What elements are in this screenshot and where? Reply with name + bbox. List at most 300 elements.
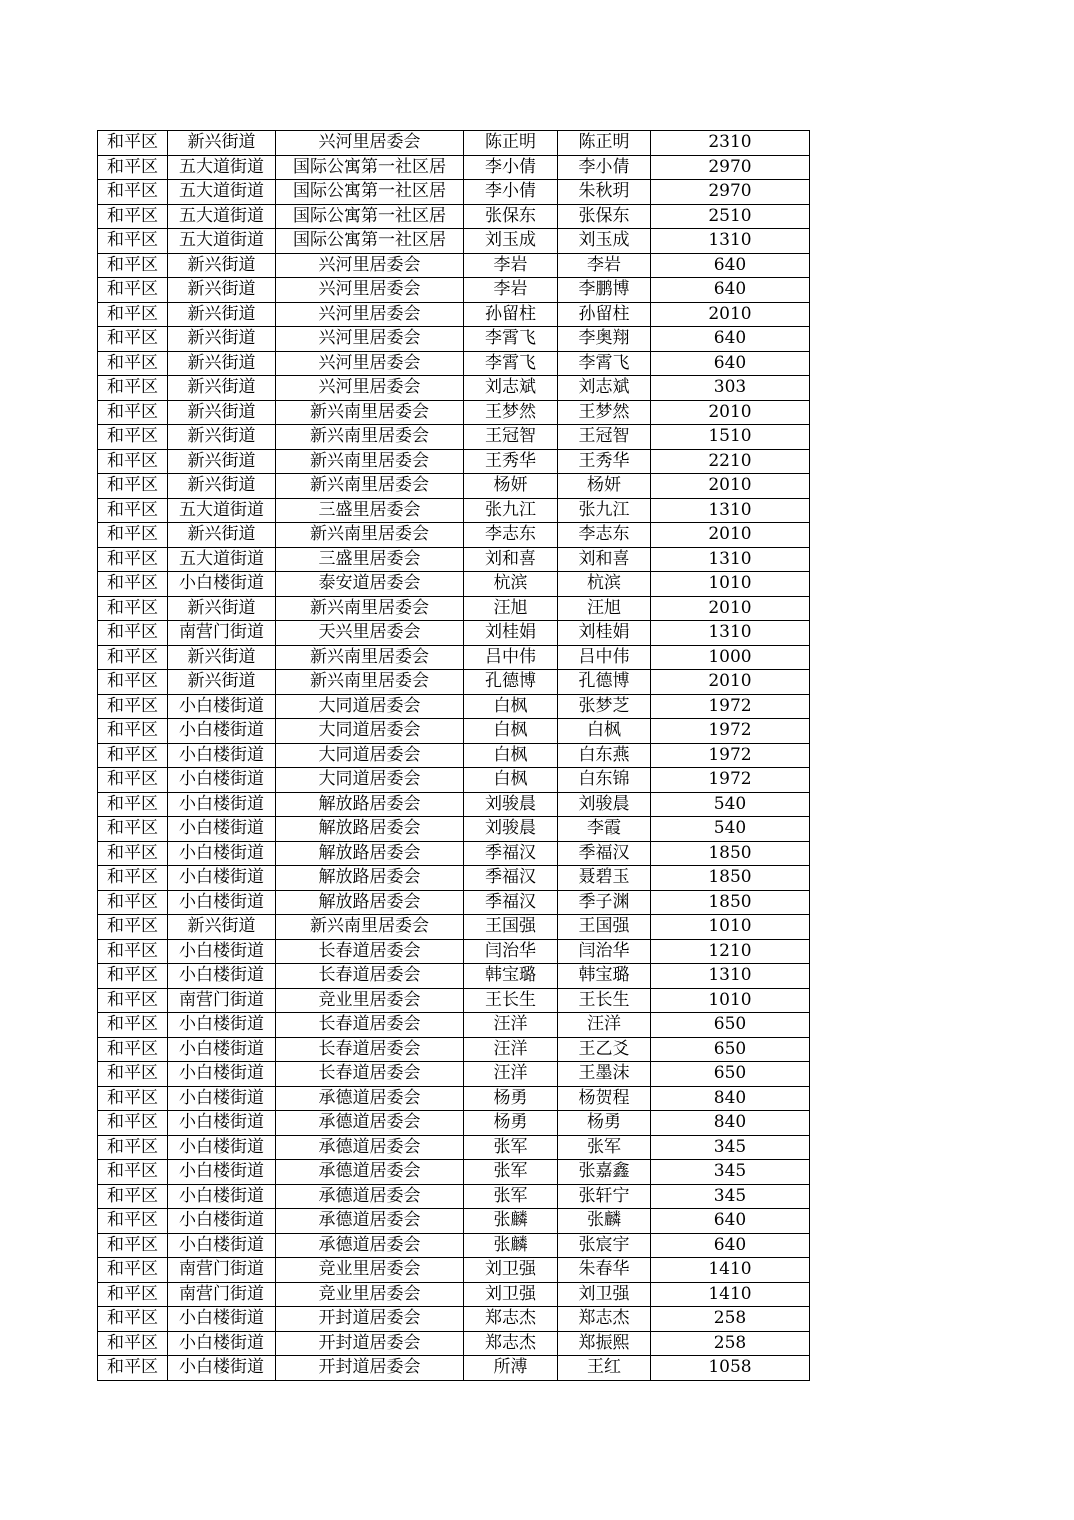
head-name-cell: 刘骏晨	[464, 817, 558, 842]
data-table	[97, 130, 810, 1381]
street-cell: 新兴街道	[168, 523, 276, 548]
street-cell: 小白楼街道	[168, 817, 276, 842]
amount-cell: 1000	[651, 645, 810, 670]
member-name-cell: 韩宝璐	[558, 964, 651, 989]
amount-cell: 2010	[651, 474, 810, 499]
amount-cell: 1850	[651, 866, 810, 891]
street-cell: 小白楼街道	[168, 1209, 276, 1234]
member-name-cell: 白东燕	[558, 743, 651, 768]
amount-cell: 2970	[651, 155, 810, 180]
table-row	[98, 841, 810, 866]
street-cell: 小白楼街道	[168, 1135, 276, 1160]
amount-cell: 640	[651, 351, 810, 376]
district-cell: 和平区	[98, 131, 168, 156]
street-cell: 小白楼街道	[168, 1111, 276, 1136]
committee-cell: 兴河里居委会	[276, 327, 464, 352]
table-row	[98, 792, 810, 817]
amount-cell: 2010	[651, 302, 810, 327]
district-cell: 和平区	[98, 743, 168, 768]
amount-cell: 2010	[651, 400, 810, 425]
amount-cell: 650	[651, 1037, 810, 1062]
committee-cell: 解放路居委会	[276, 841, 464, 866]
street-cell: 新兴街道	[168, 253, 276, 278]
committee-cell: 承德道居委会	[276, 1086, 464, 1111]
head-name-cell: 张保东	[464, 204, 558, 229]
table-row	[98, 1184, 810, 1209]
committee-cell: 解放路居委会	[276, 792, 464, 817]
table-row	[98, 1086, 810, 1111]
committee-cell: 开封道居委会	[276, 1331, 464, 1356]
table-row	[98, 743, 810, 768]
committee-cell: 兴河里居委会	[276, 376, 464, 401]
street-cell: 小白楼街道	[168, 939, 276, 964]
amount-cell: 840	[651, 1086, 810, 1111]
head-name-cell: 王冠智	[464, 425, 558, 450]
district-cell: 和平区	[98, 523, 168, 548]
district-cell: 和平区	[98, 1086, 168, 1111]
member-name-cell: 张军	[558, 1135, 651, 1160]
member-name-cell: 王秀华	[558, 449, 651, 474]
table-row	[98, 890, 810, 915]
committee-cell: 国际公寓第一社区居	[276, 204, 464, 229]
table-row	[98, 719, 810, 744]
street-cell: 五大道街道	[168, 229, 276, 254]
amount-cell: 540	[651, 817, 810, 842]
district-cell: 和平区	[98, 1233, 168, 1258]
street-cell: 小白楼街道	[168, 1037, 276, 1062]
head-name-cell: 李霄飞	[464, 351, 558, 376]
head-name-cell: 王梦然	[464, 400, 558, 425]
district-cell: 和平区	[98, 719, 168, 744]
head-name-cell: 汪旭	[464, 596, 558, 621]
head-name-cell: 刘卫强	[464, 1258, 558, 1283]
committee-cell: 新兴南里居委会	[276, 915, 464, 940]
table-row	[98, 939, 810, 964]
amount-cell: 258	[651, 1331, 810, 1356]
street-cell: 五大道街道	[168, 204, 276, 229]
table-row	[98, 376, 810, 401]
member-name-cell: 张保东	[558, 204, 651, 229]
amount-cell: 640	[651, 1233, 810, 1258]
table-row	[98, 400, 810, 425]
amount-cell: 640	[651, 253, 810, 278]
street-cell: 小白楼街道	[168, 964, 276, 989]
member-name-cell: 李鹏博	[558, 278, 651, 303]
head-name-cell: 韩宝璐	[464, 964, 558, 989]
committee-cell: 泰安道居委会	[276, 572, 464, 597]
member-name-cell: 王国强	[558, 915, 651, 940]
member-name-cell: 张嘉鑫	[558, 1160, 651, 1185]
head-name-cell: 杭滨	[464, 572, 558, 597]
table-row	[98, 327, 810, 352]
table-row	[98, 1160, 810, 1185]
table-row	[98, 155, 810, 180]
street-cell: 新兴街道	[168, 449, 276, 474]
committee-cell: 竞业里居委会	[276, 988, 464, 1013]
committee-cell: 国际公寓第一社区居	[276, 155, 464, 180]
member-name-cell: 刘志斌	[558, 376, 651, 401]
district-cell: 和平区	[98, 376, 168, 401]
amount-cell: 2010	[651, 596, 810, 621]
head-name-cell: 季福汉	[464, 890, 558, 915]
street-cell: 五大道街道	[168, 547, 276, 572]
member-name-cell: 张轩宁	[558, 1184, 651, 1209]
head-name-cell: 刘骏晨	[464, 792, 558, 817]
committee-cell: 长春道居委会	[276, 939, 464, 964]
amount-cell: 1972	[651, 743, 810, 768]
head-name-cell: 郑志杰	[464, 1307, 558, 1332]
street-cell: 新兴街道	[168, 376, 276, 401]
committee-cell: 新兴南里居委会	[276, 670, 464, 695]
committee-cell: 新兴南里居委会	[276, 645, 464, 670]
table-row	[98, 204, 810, 229]
table-row	[98, 1209, 810, 1234]
head-name-cell: 汪洋	[464, 1037, 558, 1062]
committee-cell: 长春道居委会	[276, 1013, 464, 1038]
member-name-cell: 王乙爻	[558, 1037, 651, 1062]
table-row	[98, 351, 810, 376]
table-row	[98, 1037, 810, 1062]
district-cell: 和平区	[98, 253, 168, 278]
street-cell: 南营门街道	[168, 988, 276, 1013]
amount-cell: 1010	[651, 988, 810, 1013]
table-row	[98, 572, 810, 597]
district-cell: 和平区	[98, 1184, 168, 1209]
head-name-cell: 白枫	[464, 694, 558, 719]
member-name-cell: 杨勇	[558, 1111, 651, 1136]
committee-cell: 三盛里居委会	[276, 498, 464, 523]
table-row	[98, 964, 810, 989]
committee-cell: 新兴南里居委会	[276, 596, 464, 621]
member-name-cell: 张九江	[558, 498, 651, 523]
member-name-cell: 吕中伟	[558, 645, 651, 670]
amount-cell: 2010	[651, 523, 810, 548]
table-row	[98, 498, 810, 523]
street-cell: 新兴街道	[168, 596, 276, 621]
district-cell: 和平区	[98, 400, 168, 425]
district-cell: 和平区	[98, 1013, 168, 1038]
street-cell: 新兴街道	[168, 645, 276, 670]
table-row	[98, 131, 810, 156]
member-name-cell: 刘和喜	[558, 547, 651, 572]
committee-cell: 兴河里居委会	[276, 253, 464, 278]
table-row	[98, 1282, 810, 1307]
member-name-cell: 郑振熙	[558, 1331, 651, 1356]
member-name-cell: 朱春华	[558, 1258, 651, 1283]
committee-cell: 兴河里居委会	[276, 131, 464, 156]
district-cell: 和平区	[98, 915, 168, 940]
amount-cell: 345	[651, 1184, 810, 1209]
committee-cell: 新兴南里居委会	[276, 425, 464, 450]
street-cell: 新兴街道	[168, 302, 276, 327]
street-cell: 南营门街道	[168, 1258, 276, 1283]
head-name-cell: 刘桂娟	[464, 621, 558, 646]
table-row	[98, 670, 810, 695]
amount-cell: 1410	[651, 1282, 810, 1307]
table-row	[98, 1111, 810, 1136]
head-name-cell: 刘和喜	[464, 547, 558, 572]
head-name-cell: 张军	[464, 1160, 558, 1185]
amount-cell: 2210	[651, 449, 810, 474]
committee-cell: 长春道居委会	[276, 1037, 464, 1062]
table-row	[98, 1356, 810, 1381]
street-cell: 小白楼街道	[168, 1307, 276, 1332]
district-cell: 和平区	[98, 155, 168, 180]
district-cell: 和平区	[98, 572, 168, 597]
district-cell: 和平区	[98, 474, 168, 499]
table-row	[98, 645, 810, 670]
member-name-cell: 刘骏晨	[558, 792, 651, 817]
street-cell: 小白楼街道	[168, 1160, 276, 1185]
head-name-cell: 张军	[464, 1184, 558, 1209]
member-name-cell: 李小倩	[558, 155, 651, 180]
committee-cell: 兴河里居委会	[276, 278, 464, 303]
street-cell: 小白楼街道	[168, 1086, 276, 1111]
member-name-cell: 杨贺程	[558, 1086, 651, 1111]
amount-cell: 1210	[651, 939, 810, 964]
district-cell: 和平区	[98, 670, 168, 695]
amount-cell: 1850	[651, 841, 810, 866]
member-name-cell: 闫治华	[558, 939, 651, 964]
amount-cell: 1850	[651, 890, 810, 915]
head-name-cell: 刘玉成	[464, 229, 558, 254]
table-row	[98, 278, 810, 303]
amount-cell: 2310	[651, 131, 810, 156]
street-cell: 新兴街道	[168, 474, 276, 499]
street-cell: 小白楼街道	[168, 866, 276, 891]
committee-cell: 国际公寓第一社区居	[276, 180, 464, 205]
committee-cell: 长春道居委会	[276, 964, 464, 989]
table-row	[98, 425, 810, 450]
head-name-cell: 李岩	[464, 253, 558, 278]
amount-cell: 1410	[651, 1258, 810, 1283]
member-name-cell: 李霞	[558, 817, 651, 842]
district-cell: 和平区	[98, 890, 168, 915]
head-name-cell: 李岩	[464, 278, 558, 303]
street-cell: 小白楼街道	[168, 694, 276, 719]
head-name-cell: 刘卫强	[464, 1282, 558, 1307]
member-name-cell: 李奥翔	[558, 327, 651, 352]
district-cell: 和平区	[98, 1111, 168, 1136]
committee-cell: 兴河里居委会	[276, 351, 464, 376]
member-name-cell: 杨妍	[558, 474, 651, 499]
district-cell: 和平区	[98, 1331, 168, 1356]
head-name-cell: 汪洋	[464, 1013, 558, 1038]
street-cell: 小白楼街道	[168, 1184, 276, 1209]
district-cell: 和平区	[98, 1356, 168, 1381]
amount-cell: 1058	[651, 1356, 810, 1381]
amount-cell: 1310	[651, 621, 810, 646]
street-cell: 小白楼街道	[168, 890, 276, 915]
head-name-cell: 季福汉	[464, 841, 558, 866]
head-name-cell: 季福汉	[464, 866, 558, 891]
amount-cell: 1010	[651, 572, 810, 597]
member-name-cell: 郑志杰	[558, 1307, 651, 1332]
member-name-cell: 王长生	[558, 988, 651, 1013]
district-cell: 和平区	[98, 351, 168, 376]
committee-cell: 开封道居委会	[276, 1356, 464, 1381]
head-name-cell: 李霄飞	[464, 327, 558, 352]
table-row	[98, 1062, 810, 1087]
street-cell: 小白楼街道	[168, 572, 276, 597]
head-name-cell: 王秀华	[464, 449, 558, 474]
member-name-cell: 刘桂娟	[558, 621, 651, 646]
head-name-cell: 李小倩	[464, 155, 558, 180]
committee-cell: 承德道居委会	[276, 1111, 464, 1136]
district-cell: 和平区	[98, 596, 168, 621]
member-name-cell: 张麟	[558, 1209, 651, 1234]
district-cell: 和平区	[98, 792, 168, 817]
amount-cell: 258	[651, 1307, 810, 1332]
district-cell: 和平区	[98, 645, 168, 670]
table-row	[98, 1013, 810, 1038]
table-row	[98, 988, 810, 1013]
head-name-cell: 汪洋	[464, 1062, 558, 1087]
amount-cell: 1972	[651, 719, 810, 744]
street-cell: 小白楼街道	[168, 1331, 276, 1356]
head-name-cell: 张麟	[464, 1233, 558, 1258]
head-name-cell: 李志东	[464, 523, 558, 548]
head-name-cell: 吕中伟	[464, 645, 558, 670]
table-row	[98, 1258, 810, 1283]
member-name-cell: 张梦芝	[558, 694, 651, 719]
district-cell: 和平区	[98, 180, 168, 205]
member-name-cell: 朱秋玥	[558, 180, 651, 205]
committee-cell: 解放路居委会	[276, 866, 464, 891]
district-cell: 和平区	[98, 1062, 168, 1087]
committee-cell: 大同道居委会	[276, 694, 464, 719]
table-row	[98, 1233, 810, 1258]
committee-cell: 开封道居委会	[276, 1307, 464, 1332]
amount-cell: 540	[651, 792, 810, 817]
amount-cell: 640	[651, 327, 810, 352]
street-cell: 五大道街道	[168, 155, 276, 180]
street-cell: 新兴街道	[168, 278, 276, 303]
street-cell: 新兴街道	[168, 915, 276, 940]
amount-cell: 345	[651, 1160, 810, 1185]
district-cell: 和平区	[98, 1160, 168, 1185]
amount-cell: 1510	[651, 425, 810, 450]
head-name-cell: 白枫	[464, 719, 558, 744]
table-row	[98, 621, 810, 646]
member-name-cell: 聂碧玉	[558, 866, 651, 891]
district-cell: 和平区	[98, 1258, 168, 1283]
district-cell: 和平区	[98, 327, 168, 352]
district-cell: 和平区	[98, 1135, 168, 1160]
head-name-cell: 孙留柱	[464, 302, 558, 327]
head-name-cell: 闫治华	[464, 939, 558, 964]
amount-cell: 2010	[651, 670, 810, 695]
table-row	[98, 1135, 810, 1160]
amount-cell: 1310	[651, 547, 810, 572]
head-name-cell: 郑志杰	[464, 1331, 558, 1356]
head-name-cell: 李小倩	[464, 180, 558, 205]
table-row	[98, 229, 810, 254]
head-name-cell: 张九江	[464, 498, 558, 523]
table-row	[98, 1307, 810, 1332]
head-name-cell: 杨勇	[464, 1086, 558, 1111]
table-row	[98, 474, 810, 499]
street-cell: 南营门街道	[168, 1282, 276, 1307]
amount-cell: 1972	[651, 768, 810, 793]
head-name-cell: 陈正明	[464, 131, 558, 156]
street-cell: 小白楼街道	[168, 1062, 276, 1087]
table-row	[98, 694, 810, 719]
member-name-cell: 王墨沫	[558, 1062, 651, 1087]
head-name-cell: 白枫	[464, 768, 558, 793]
table-row	[98, 817, 810, 842]
table-row	[98, 302, 810, 327]
district-cell: 和平区	[98, 1209, 168, 1234]
table-row	[98, 180, 810, 205]
amount-cell: 650	[651, 1062, 810, 1087]
committee-cell: 承德道居委会	[276, 1233, 464, 1258]
street-cell: 小白楼街道	[168, 841, 276, 866]
street-cell: 小白楼街道	[168, 1233, 276, 1258]
street-cell: 小白楼街道	[168, 1356, 276, 1381]
table-row	[98, 449, 810, 474]
committee-cell: 大同道居委会	[276, 719, 464, 744]
committee-cell: 长春道居委会	[276, 1062, 464, 1087]
district-cell: 和平区	[98, 694, 168, 719]
member-name-cell: 汪旭	[558, 596, 651, 621]
amount-cell: 640	[651, 278, 810, 303]
street-cell: 新兴街道	[168, 425, 276, 450]
member-name-cell: 季福汉	[558, 841, 651, 866]
street-cell: 新兴街道	[168, 131, 276, 156]
district-cell: 和平区	[98, 621, 168, 646]
amount-cell: 345	[651, 1135, 810, 1160]
table-row	[98, 523, 810, 548]
head-name-cell: 张军	[464, 1135, 558, 1160]
committee-cell: 新兴南里居委会	[276, 523, 464, 548]
street-cell: 小白楼街道	[168, 719, 276, 744]
amount-cell: 1310	[651, 498, 810, 523]
committee-cell: 新兴南里居委会	[276, 449, 464, 474]
district-cell: 和平区	[98, 964, 168, 989]
head-name-cell: 杨勇	[464, 1111, 558, 1136]
member-name-cell: 张宸宇	[558, 1233, 651, 1258]
district-cell: 和平区	[98, 817, 168, 842]
district-cell: 和平区	[98, 449, 168, 474]
committee-cell: 大同道居委会	[276, 768, 464, 793]
district-cell: 和平区	[98, 229, 168, 254]
committee-cell: 竞业里居委会	[276, 1258, 464, 1283]
district-cell: 和平区	[98, 498, 168, 523]
amount-cell: 1310	[651, 964, 810, 989]
member-name-cell: 孙留柱	[558, 302, 651, 327]
member-name-cell: 李志东	[558, 523, 651, 548]
member-name-cell: 白东锦	[558, 768, 651, 793]
street-cell: 南营门街道	[168, 621, 276, 646]
district-cell: 和平区	[98, 1307, 168, 1332]
district-cell: 和平区	[98, 302, 168, 327]
committee-cell: 国际公寓第一社区居	[276, 229, 464, 254]
member-name-cell: 李霄飞	[558, 351, 651, 376]
district-cell: 和平区	[98, 547, 168, 572]
district-cell: 和平区	[98, 278, 168, 303]
member-name-cell: 杭滨	[558, 572, 651, 597]
head-name-cell: 王长生	[464, 988, 558, 1013]
amount-cell: 840	[651, 1111, 810, 1136]
table-row	[98, 915, 810, 940]
table-row	[98, 1331, 810, 1356]
head-name-cell: 孔德博	[464, 670, 558, 695]
member-name-cell: 陈正明	[558, 131, 651, 156]
committee-cell: 解放路居委会	[276, 890, 464, 915]
street-cell: 新兴街道	[168, 327, 276, 352]
member-name-cell: 王梦然	[558, 400, 651, 425]
